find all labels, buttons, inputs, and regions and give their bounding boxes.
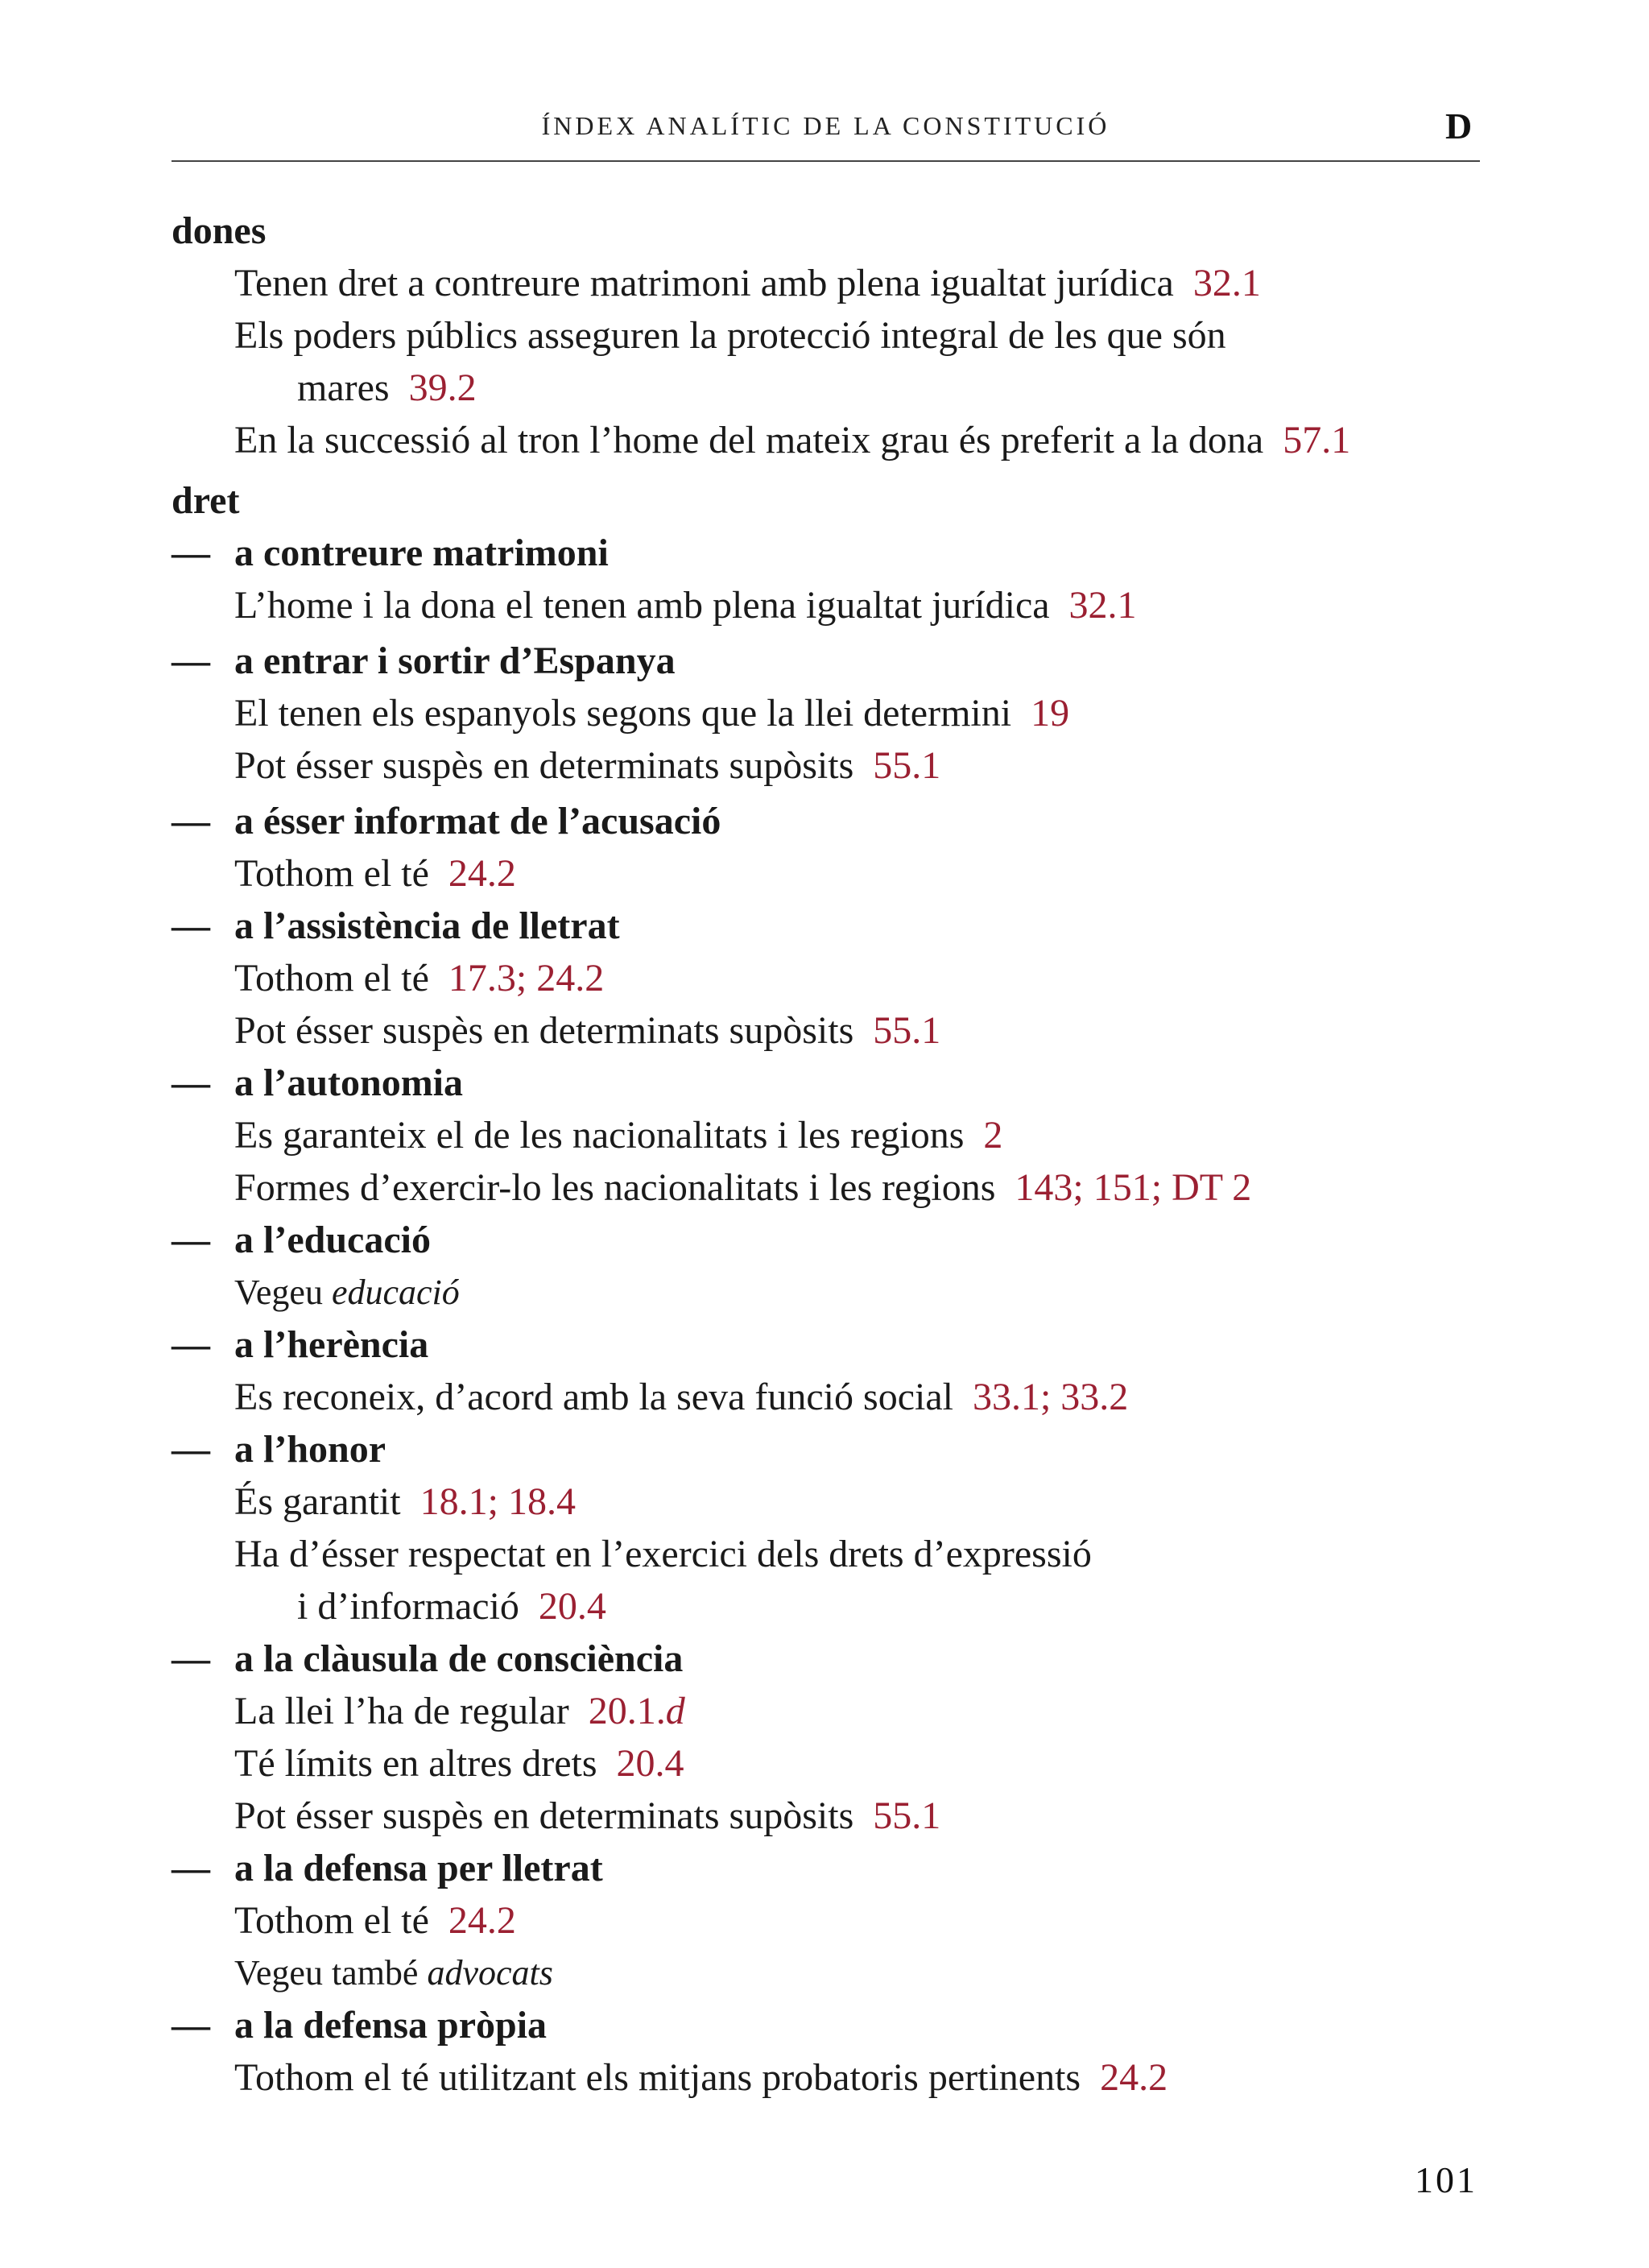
article-link[interactable]: 17.3; 24.2 (448, 957, 605, 999)
see-term-link[interactable]: educació (331, 1273, 460, 1312)
subterm-label: a la defensa pròpia (234, 2004, 548, 2047)
article-link[interactable]: 32.1 (1192, 262, 1261, 304)
index-subterm (172, 1423, 1480, 1475)
article-reference[interactable] (873, 744, 940, 787)
subterm-label: a l’autonomia (234, 1062, 464, 1104)
article-reference[interactable] (1015, 1166, 1251, 1209)
article-reference[interactable] (1193, 262, 1261, 304)
subterm-label: a l’herència (234, 1323, 429, 1366)
index-subterm (172, 1318, 1480, 1371)
index-subterm (172, 1999, 1480, 2051)
header-rule (172, 160, 1480, 162)
entry-text: Pot ésser suspès en determinats supòsits (234, 1009, 854, 1052)
article-link[interactable]: 2 (983, 1114, 1003, 1157)
entry-text: Tenen dret a contreure matrimoni amb plena igualtat jurídica (234, 262, 1174, 304)
article-link[interactable]: 33.1; 33.2 (972, 1376, 1129, 1418)
article-link[interactable]: 32.1 (1068, 584, 1137, 627)
article-link[interactable]: 143; 151; DT 2 (1015, 1166, 1252, 1209)
entry-text: mares (297, 366, 390, 409)
index-entry (172, 1475, 1480, 1528)
index-entry (172, 1528, 1480, 1580)
index-entry (172, 1109, 1480, 1161)
index-entry (172, 1161, 1480, 1214)
article-reference[interactable] (448, 852, 516, 895)
index-term-dones: dones (172, 209, 267, 252)
article-link[interactable]: 24.2 (1100, 2056, 1168, 2099)
article-reference[interactable] (448, 957, 604, 999)
article-link[interactable]: 20.4 (538, 1585, 606, 1628)
index-entry (172, 1790, 1480, 1842)
ref-number: 20.1. (588, 1690, 666, 1732)
article-link[interactable]: 55.1 (873, 1009, 941, 1052)
index-subterm (172, 1214, 1480, 1266)
entry-text: Pot ésser suspès en determinats supòsits (234, 744, 854, 787)
index-entry (172, 579, 1480, 631)
article-reference[interactable] (1031, 692, 1069, 735)
entry-text: Es garanteix el de les nacionalitats i les regions (234, 1114, 965, 1157)
subterm-label: a la clàusula de consciència (234, 1637, 684, 1680)
entry-text: En la successió al tron l’home del mateix grau és preferit a la dona (234, 419, 1264, 461)
index-entry (172, 739, 1480, 792)
subterm-dash: — (172, 1637, 210, 1680)
entry-text: El tenen els espanyols segons que la llei determini (234, 692, 1012, 735)
article-reference[interactable] (873, 1794, 940, 1837)
entry-text: Tothom el té (234, 957, 429, 999)
subterm-dash: — (172, 904, 210, 947)
see-prefix: Vegeu també (234, 1953, 419, 1993)
article-reference[interactable] (448, 1899, 516, 1942)
article-reference[interactable] (589, 1690, 685, 1732)
entry-text: Els poders públics asseguren la protecció integral de les que són (234, 314, 1226, 357)
index-entry (172, 1737, 1480, 1790)
index-entry (172, 414, 1480, 466)
index-term-dret: dret (172, 479, 240, 522)
article-reference[interactable] (1069, 584, 1137, 627)
subterm-label: a l’educació (234, 1219, 431, 1261)
entry-text: Formes d’exercir-lo les nacionalitats i les regions (234, 1166, 996, 1209)
section-letter: D (1445, 106, 1473, 147)
subterm-dash: — (172, 1847, 210, 1889)
article-link[interactable] (589, 1690, 685, 1732)
subterm-dash: — (172, 1323, 210, 1366)
article-reference[interactable] (873, 1009, 940, 1052)
article-link[interactable]: 24.2 (448, 852, 516, 895)
subterm-dash: — (172, 639, 210, 682)
index-subterm (172, 795, 1480, 847)
article-reference[interactable] (539, 1585, 606, 1628)
see-reference (172, 1266, 1480, 1318)
index-entry (172, 309, 1480, 362)
entry-text: Tothom el té utilitzant els mitjans probatoris pertinents (234, 2056, 1081, 2099)
subterm-dash: — (172, 1428, 210, 1471)
subterm-dash: — (172, 2004, 210, 2047)
entry-text: És garantit (234, 1480, 401, 1523)
entry-text: L’home i la dona el tenen amb plena igualtat jurídica (234, 584, 1050, 627)
subterm-label: a contreure matrimoni (234, 532, 609, 574)
index-subterm (172, 900, 1480, 952)
index-entry (172, 952, 1480, 1004)
entry-text: Ha d’ésser respectat en l’exercici dels drets d’expressió (234, 1533, 1092, 1575)
index-subterm (172, 1842, 1480, 1894)
article-reference[interactable] (973, 1376, 1128, 1418)
article-link[interactable]: 55.1 (873, 1794, 941, 1837)
index-entry (172, 1004, 1480, 1057)
ref-letter: d (665, 1690, 685, 1732)
article-link[interactable]: 19 (1031, 692, 1070, 735)
article-reference[interactable] (409, 366, 477, 409)
subterm-label: a ésser informat de l’acusació (234, 800, 721, 842)
article-link[interactable]: 39.2 (408, 366, 477, 409)
article-reference[interactable] (420, 1480, 576, 1523)
see-also-reference (172, 1947, 1480, 1999)
index-entry (172, 257, 1480, 309)
article-reference[interactable] (1283, 419, 1350, 461)
subterm-label: a entrar i sortir d’Espanya (234, 639, 676, 682)
subterm-label: a l’honor (234, 1428, 386, 1471)
article-link[interactable]: 20.4 (616, 1742, 684, 1785)
article-link[interactable]: 57.1 (1283, 419, 1351, 461)
index-entry (172, 847, 1480, 900)
article-reference[interactable] (617, 1742, 684, 1785)
index-subterm (172, 635, 1480, 687)
subterm-dash: — (172, 1219, 210, 1261)
see-prefix: Vegeu (234, 1273, 323, 1312)
subterm-dash: — (172, 800, 210, 842)
see-term-link[interactable]: advocats (427, 1953, 553, 1993)
index-entry (172, 1685, 1480, 1737)
article-link[interactable]: 18.1; 18.4 (419, 1480, 576, 1523)
index-body (172, 205, 1480, 2104)
index-entry-continuation (172, 1580, 1480, 1633)
subterm-dash: — (172, 532, 210, 574)
subterm-dash: — (172, 1062, 210, 1104)
article-reference[interactable] (1100, 2056, 1168, 2099)
index-entry (172, 687, 1480, 739)
index-entry (172, 1894, 1480, 1947)
index-subterm (172, 1057, 1480, 1109)
article-link[interactable]: 55.1 (873, 744, 941, 787)
subterm-label: a l’assistència de lletrat (234, 904, 620, 947)
entry-text: Es reconeix, d’acord amb la seva funció social (234, 1376, 953, 1418)
entry-text: Tothom el té (234, 852, 429, 895)
page-number: 101 (1415, 2159, 1477, 2200)
subterm-label: a la defensa per lletrat (234, 1847, 603, 1889)
index-subterm (172, 527, 1480, 579)
index-entry (172, 1371, 1480, 1423)
running-head: ÍNDEX ANALÍTIC DE LA CONSTITUCIÓ (541, 111, 1110, 140)
article-reference[interactable] (983, 1114, 1002, 1157)
index-entry-continuation (172, 362, 1480, 414)
index-entry (172, 2051, 1480, 2104)
article-link[interactable]: 24.2 (448, 1899, 516, 1942)
entry-text: Tothom el té (234, 1899, 429, 1942)
entry-text: La llei l’ha de regular (234, 1690, 569, 1732)
entry-text: Té límits en altres drets (234, 1742, 597, 1785)
entry-text: i d’informació (297, 1585, 519, 1628)
entry-text: Pot ésser suspès en determinats supòsits (234, 1794, 854, 1837)
index-subterm (172, 1633, 1480, 1685)
